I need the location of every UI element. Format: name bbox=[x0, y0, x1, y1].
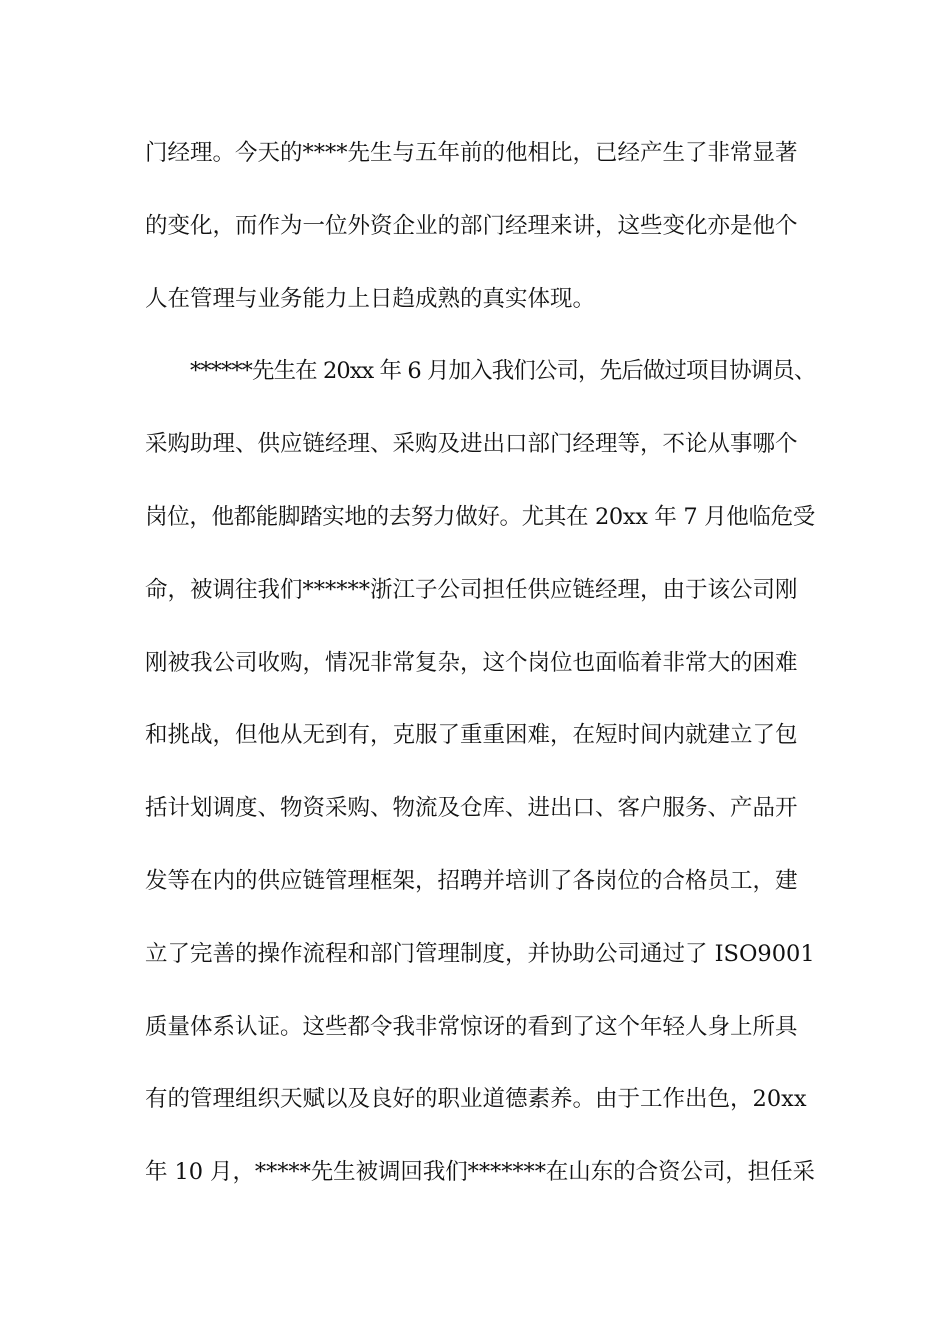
text-line: 采购助理、供应链经理、采购及进出口部门经理等，不论从事哪个 bbox=[145, 431, 798, 458]
text-line: 人在管理与业务能力上日趋成熟的真实体现。 bbox=[145, 285, 596, 312]
text-line: 括计划调度、物资采购、物流及仓库、进出口、客户服务、产品开 bbox=[145, 795, 798, 822]
body-text bbox=[145, 131, 815, 1223]
text-line: 命，被调往我们******浙江子公司担任供应链经理，由于该公司刚 bbox=[145, 576, 798, 603]
text-line: 发等在内的供应链管理框架，招聘并培训了各岗位的合格员工，建 bbox=[145, 867, 798, 894]
text-line: 岗位，他都能脚踏实地的去努力做好。尤其在 20xx 年 7 月他临危受 bbox=[145, 503, 815, 530]
paragraph-first-line: ******先生在 20xx 年 6 月加入我们公司，先后做过项目协调员、 bbox=[190, 358, 816, 385]
text-line: 质量体系认证。这些都令我非常惊讶的看到了这个年轻人身上所具 bbox=[145, 1013, 798, 1040]
text-line: 立了完善的操作流程和部门管理制度，并协助公司通过了 ISO9001 bbox=[145, 940, 815, 967]
text-line: 刚被我公司收购，情况非常复杂，这个岗位也面临着非常大的困难 bbox=[145, 649, 798, 676]
text-line: 年 10 月，*****先生被调回我们*******在山东的合资公司，担任采 bbox=[145, 1159, 815, 1186]
text-line: 的变化，而作为一位外资企业的部门经理来讲，这些变化亦是他个 bbox=[145, 212, 798, 239]
text-line: 有的管理组织天赋以及良好的职业道德素养。由于工作出色，20xx bbox=[145, 1086, 807, 1113]
text-line: 和挑战，但他从无到有，克服了重重困难，在短时间内就建立了包 bbox=[145, 722, 798, 749]
text-line: 门经理。今天的****先生与五年前的他相比，已经产生了非常显著 bbox=[145, 140, 798, 166]
